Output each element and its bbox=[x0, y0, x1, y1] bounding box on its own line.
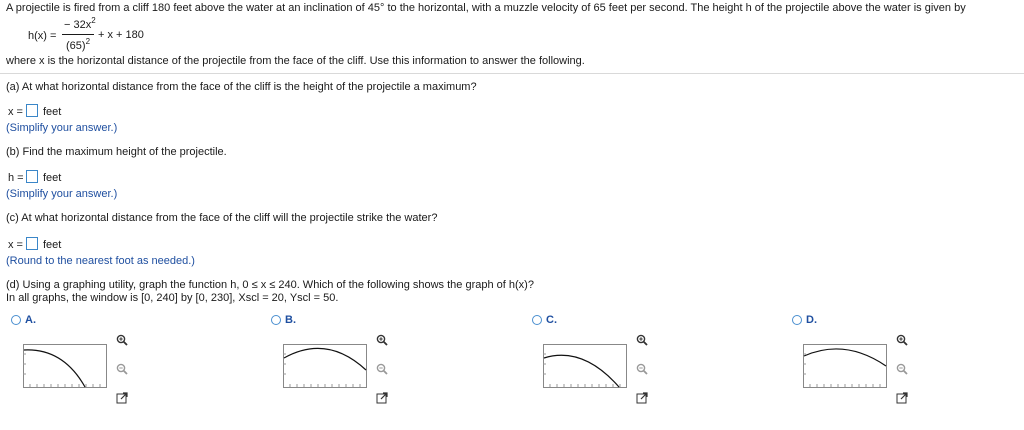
option-d-letter[interactable]: D. bbox=[806, 314, 817, 326]
zoom-out-icon[interactable] bbox=[376, 363, 388, 375]
zoom-in-icon[interactable] bbox=[376, 334, 388, 346]
popout-icon[interactable] bbox=[896, 392, 908, 404]
option-d-graph bbox=[803, 344, 887, 388]
option-c-curve bbox=[544, 355, 619, 387]
option-a-radio[interactable] bbox=[11, 315, 21, 325]
numerator-exponent: 2 bbox=[91, 16, 96, 25]
numerator-text: − 32x bbox=[64, 19, 92, 31]
part-b-hint: (Simplify your answer.) bbox=[6, 188, 118, 200]
denominator-text: (65) bbox=[66, 40, 86, 52]
option-a-letter[interactable]: A. bbox=[25, 314, 36, 326]
part-a-answer-input[interactable] bbox=[26, 104, 38, 117]
part-a-var: x = bbox=[8, 106, 23, 118]
option-b-radio[interactable] bbox=[271, 315, 281, 325]
part-b-unit: feet bbox=[43, 172, 62, 184]
option-c-graph bbox=[543, 344, 627, 388]
part-b-var: h = bbox=[8, 172, 24, 184]
denominator-exponent: 2 bbox=[85, 37, 91, 46]
option-b-curve bbox=[284, 348, 366, 370]
part-c-var: x = bbox=[8, 239, 23, 251]
divider bbox=[0, 73, 1024, 74]
part-b-answer-input[interactable] bbox=[26, 170, 38, 183]
zoom-out-icon[interactable] bbox=[116, 363, 128, 375]
option-a-curve bbox=[24, 350, 85, 387]
option-d-curve bbox=[804, 349, 886, 366]
zoom-in-icon[interactable] bbox=[896, 334, 908, 346]
option-d-radio[interactable] bbox=[792, 315, 802, 325]
option-c-letter[interactable]: C. bbox=[546, 314, 557, 326]
part-d-question: (d) Using a graphing utility, graph the function h, 0 ≤ x ≤ 240. Which of the following shows the graph of h(x)? bbox=[6, 279, 534, 291]
function-numerator bbox=[64, 16, 96, 31]
popout-icon[interactable] bbox=[116, 392, 128, 404]
part-a-unit: feet bbox=[43, 106, 62, 118]
zoom-out-icon[interactable] bbox=[636, 363, 648, 375]
part-a-hint: (Simplify your answer.) bbox=[6, 122, 118, 134]
zoom-in-icon[interactable] bbox=[636, 334, 648, 346]
part-a-question: (a) At what horizontal distance from the face of the cliff is the height of the projectile a maximum? bbox=[6, 81, 477, 93]
function-lhs: h(x) = bbox=[28, 30, 57, 42]
option-b-graph bbox=[283, 344, 367, 388]
part-d-window: In all graphs, the window is [0, 240] by [0, 230], Xscl = 20, Yscl = 50. bbox=[6, 292, 339, 304]
part-b-question: (b) Find the maximum height of the projectile. bbox=[6, 146, 227, 158]
option-a-graph bbox=[23, 344, 107, 388]
popout-icon[interactable] bbox=[636, 392, 648, 404]
part-c-hint: (Round to the nearest foot as needed.) bbox=[6, 255, 195, 267]
popout-icon[interactable] bbox=[376, 392, 388, 404]
zoom-in-icon[interactable] bbox=[116, 334, 128, 346]
part-c-unit: feet bbox=[43, 239, 62, 251]
option-c-radio[interactable] bbox=[532, 315, 542, 325]
part-c-answer-input[interactable] bbox=[26, 237, 38, 250]
part-c-question: (c) At what horizontal distance from the face of the cliff will the projectile strike the water? bbox=[6, 212, 438, 224]
zoom-out-icon[interactable] bbox=[896, 363, 908, 375]
fraction-bar bbox=[62, 34, 94, 35]
option-b-letter[interactable]: B. bbox=[285, 314, 296, 326]
problem-where: where x is the horizontal distance of the projectile from the face of the cliff. Use this information to answer the following. bbox=[6, 55, 585, 67]
function-denominator bbox=[66, 37, 91, 52]
function-tail: + x + 180 bbox=[98, 29, 144, 41]
problem-intro: A projectile is fired from a cliff 180 feet above the water at an inclination of 45° to the horizontal, with a muzzle velocity of 65 feet per second. The height h of the projectile above the water is given by bbox=[6, 2, 966, 14]
